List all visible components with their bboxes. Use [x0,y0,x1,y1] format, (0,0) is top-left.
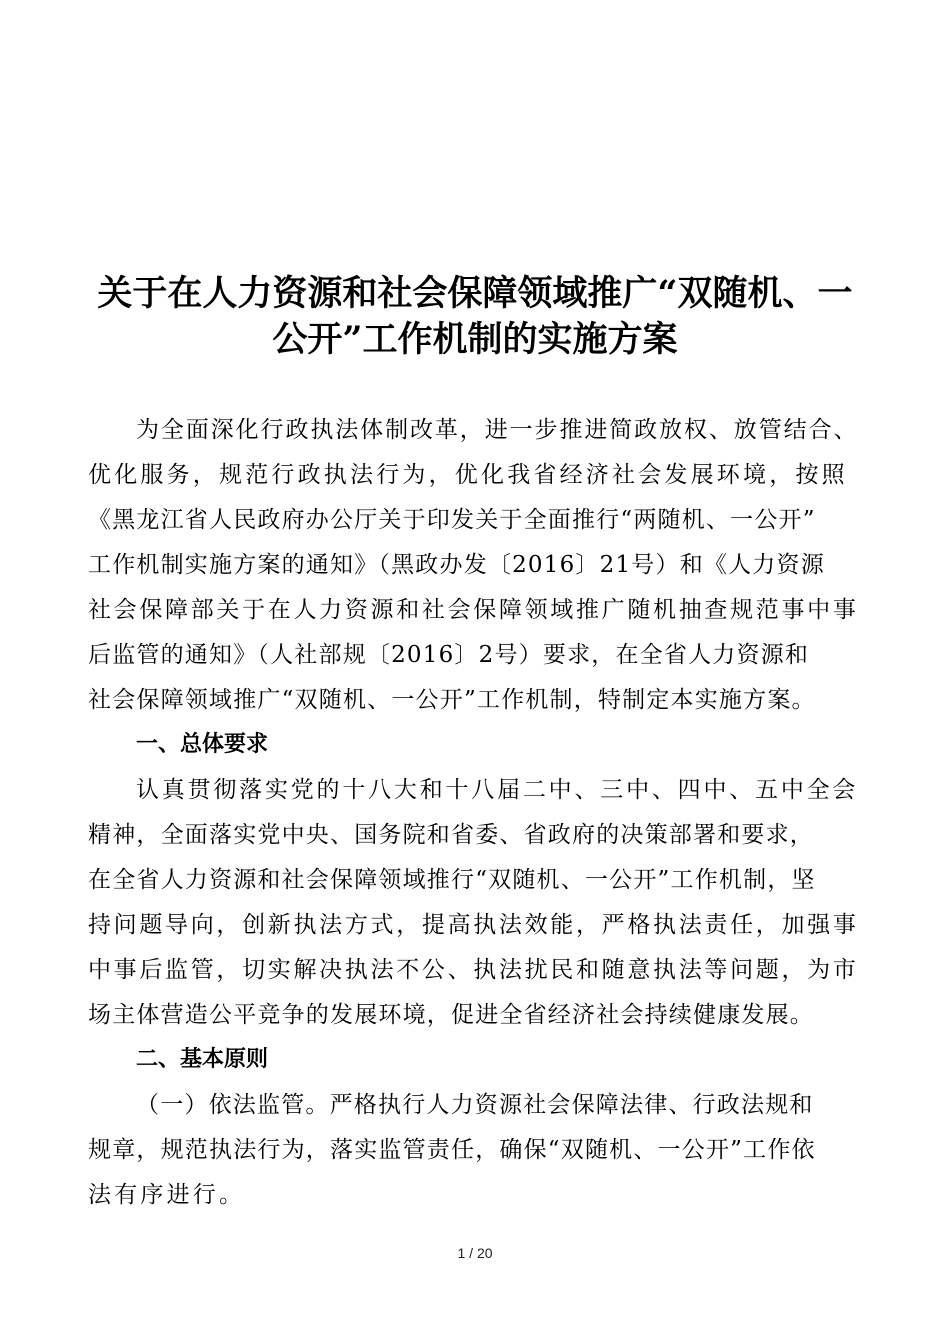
paragraph-line: 《黑龙江省人民政府办公厅关于印发关于全面推行“两随机、一公开” [88,507,816,533]
page-number: 1 / 20 [457,1245,493,1261]
paragraph-line: 后监管的通知》（人社部规〔2016〕2号）要求，在全省人力资源和 [88,642,810,668]
paragraph-line: 精神，全面落实党中央、国务院和省委、省政府的决策部署和要求， [88,822,814,848]
paragraph-line: 为全面深化行政执法体制改革，进一步推进简政放权、放管结合、 [136,417,859,443]
paragraph-line: 规章，规范执法行为，落实监管责任，确保“双随机、一公开”工作依 [88,1137,816,1163]
paragraph-line: 优化服务，规范行政执法行为，优化我省经济社会发展环境，按照 [88,462,848,488]
paragraph-line: 持问题导向，创新执法方式，提高执法效能，严格执法责任，加强事 [88,912,859,938]
paragraph-line: 认真贯彻落实党的十八大和十八届二中、三中、四中、五中全会 [136,777,859,803]
paragraph-line: 社会保障部关于在人力资源和社会保障领域推广随机抽查规范事中事 [88,597,859,623]
paragraph-line: 法有序进行。 [88,1182,246,1208]
document-title-line-2: 公开”工作机制的实施方案 [272,319,678,360]
section-heading-overall-requirements: 一、总体要求 [136,732,269,757]
paragraph-line: （一）依法监管。严格执行人力资源社会保障法律、行政法规和 [136,1092,814,1118]
paragraph-line: 场主体营造公平竞争的发展环境，促进全省经济社会持续健康发展。 [88,1002,814,1028]
paragraph-line: 社会保障领域推广“双随机、一公开”工作机制，特制定本实施方案。 [88,687,816,713]
paragraph-line: 工作机制实施方案的通知》（黑政办发〔2016〕21号）和《人力资源 [88,552,825,578]
section-heading-basic-principles: 二、基本原则 [136,1047,269,1072]
paragraph-line: 在全省人力资源和社会保障领域推行“双随机、一公开”工作机制，坚 [88,867,816,893]
paragraph-line: 中事后监管，切实解决执法不公、执法扰民和随意执法等问题，为市 [88,957,859,983]
document-title-line-1: 关于在人力资源和社会保障领域推广“双随机、一 [97,273,853,314]
